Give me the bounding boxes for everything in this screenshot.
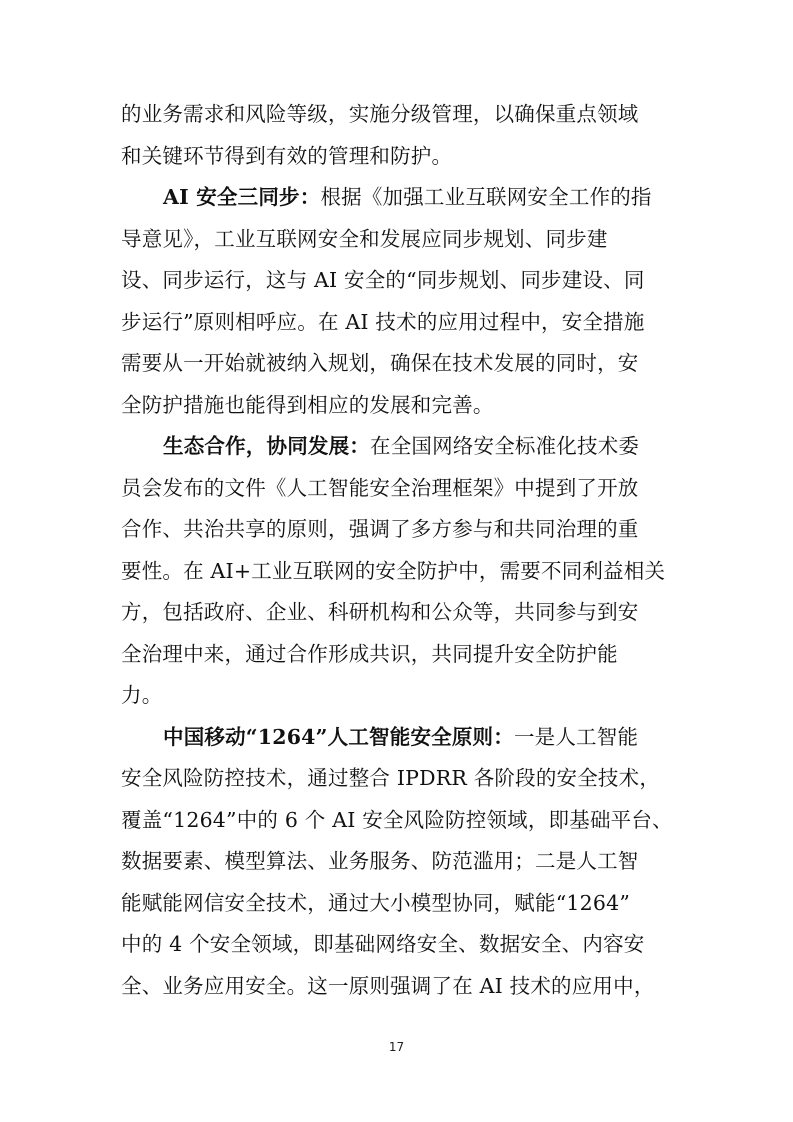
line-text: 设、同步运行，这与 AI 安全的“同步规划、同步建设、同 xyxy=(121,268,645,292)
line-text: 全防护措施也能得到相应的发展和完善。 xyxy=(121,392,494,417)
line-text: 在全国网络安全标准化技术委 xyxy=(370,434,640,458)
text-line xyxy=(121,343,681,385)
text-line xyxy=(121,800,681,842)
paragraph-heading: 生态合作，协同发展： xyxy=(163,434,370,458)
paragraph-cmcc-1264-principle xyxy=(121,717,681,1008)
line-text: 员会发布的文件《人工智能安全治理框架》中提到了开放 xyxy=(121,475,639,500)
line-text: 能赋能网信安全技术，通过大小模型协同，赋能“1264” xyxy=(121,890,631,915)
line-text: 覆盖“1264”中的 6 个 AI 安全风险防控领域，即基础平台、 xyxy=(121,807,673,832)
text-line xyxy=(121,509,681,551)
line-text: 方，包括政府、企业、科研机构和公众等，共同参与到安 xyxy=(121,600,639,624)
text-line xyxy=(121,717,681,759)
line-text: 步运行”原则相呼应。在 AI 技术的应用过程中，安全措施 xyxy=(121,309,645,334)
line-text: 数据要素、模型算法、业务服务、防范滥用；二是人工智 xyxy=(121,849,639,873)
line-text: 要性。在 AI+工业互联网的安全防护中，需要不同利益相关 xyxy=(121,558,666,583)
document-body xyxy=(121,94,681,1007)
page-number: 17 xyxy=(388,1040,405,1054)
text-line xyxy=(121,966,681,1008)
line-text: 中的 4 个安全领域，即基础网络安全、数据安全、内容安 xyxy=(121,932,645,956)
text-line xyxy=(121,883,681,925)
line-text: 全、业务应用安全。这一原则强调了在 AI 技术的应用中， xyxy=(121,973,655,998)
paragraph-heading: 中国移动“1264”人工智能安全原则： xyxy=(163,724,514,749)
paragraph-continuation xyxy=(121,94,681,177)
line-text: 全治理中来，通过合作形成共识，共同提升安全防护能 xyxy=(121,641,618,666)
text-line xyxy=(121,468,681,510)
text-line xyxy=(121,219,681,261)
text-line xyxy=(121,551,681,593)
text-line xyxy=(121,385,681,427)
line-text: 的业务需求和风险等级，实施分级管理，以确保重点领域 xyxy=(121,102,639,126)
text-line xyxy=(121,634,681,676)
paragraph-ai-three-sync xyxy=(121,177,681,426)
line-text: 导意见》，工业互联网安全和发展应同步规划、同步建 xyxy=(121,226,608,251)
text-line xyxy=(121,260,681,302)
text-line xyxy=(121,841,681,883)
text-line xyxy=(121,592,681,634)
line-text: 和关键环节得到有效的管理和防护。 xyxy=(121,143,453,168)
paragraph-heading: AI 安全三同步： xyxy=(163,185,321,209)
text-line xyxy=(121,924,681,966)
line-text: 需要从一开始就被纳入规划，确保在技术发展的同时，安 xyxy=(121,351,639,375)
paragraph-ecosystem-cooperation xyxy=(121,426,681,717)
line-text: 根据《加强工业互联网安全工作的指 xyxy=(320,185,652,209)
line-text: 力。 xyxy=(121,683,163,707)
text-line xyxy=(121,675,681,717)
text-line xyxy=(121,426,681,468)
text-line xyxy=(121,136,681,178)
line-text: 安全风险防控技术，通过整合 IPDRR 各阶段的安全技术， xyxy=(121,766,661,790)
text-line xyxy=(121,758,681,800)
text-line xyxy=(121,177,681,219)
text-line xyxy=(121,302,681,344)
line-text: 合作、共治共享的原则，强调了多方参与和共同治理的重 xyxy=(121,517,639,541)
text-line xyxy=(121,94,681,136)
line-text: 一是人工智能 xyxy=(513,724,639,749)
